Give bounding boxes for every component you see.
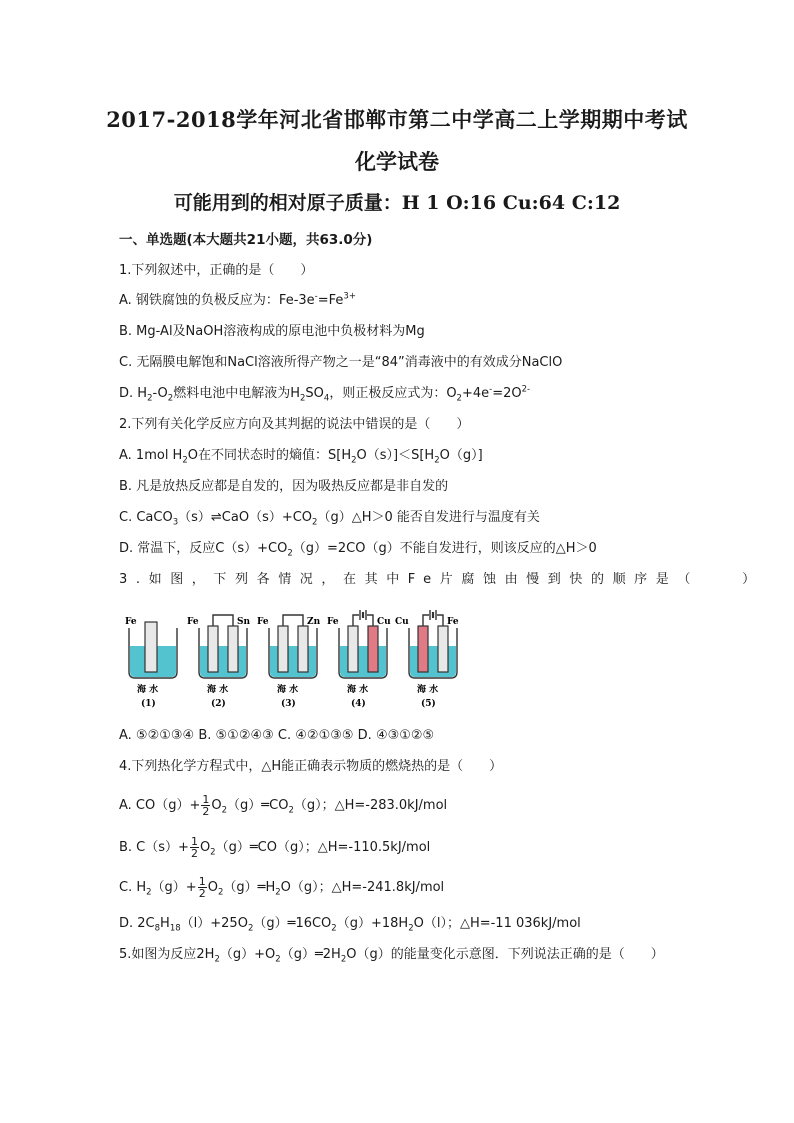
apparatus-5: [395, 610, 459, 709]
figure-number: (2): [211, 699, 226, 709]
electrode-label: Sn: [237, 617, 251, 627]
apparatus-2: [187, 615, 250, 709]
figure-number: (5): [421, 699, 436, 709]
fraction-half: $\frac{1}{2}$: [190, 835, 198, 860]
q2-option-c: C. $CaCO_3(s)\rightleftharpoons CaO(s)+CO_2(g)\triangle H>0$ 能否自发进行与温度有关: [119, 510, 540, 528]
seawater-label: 海 水: [347, 685, 369, 695]
question-4-stem: 4.下列热化学方程式中，△H能正确表示物质的燃烧热的是（ ）: [119, 759, 503, 774]
electrode-label: Cu: [377, 617, 391, 627]
q4-option-a: A. CO（g）+ $\frac{1}{2}$ $O_2(g)═CO_2(g)$；△H=-283.0kJ/mol: [119, 793, 448, 818]
question-2-stem: 2.下列有关化学反应方向及其判据的说法中错误的是（ ）: [119, 417, 470, 432]
q2-option-d: D. 常温下，反应$C(s)+CO_2(g)=2CO(g)$不能自发进行，则该反应的△H＞0: [119, 541, 597, 559]
figure-number: (1): [141, 699, 156, 709]
electrode-label: Fe: [447, 617, 459, 627]
apparatus-1: [125, 617, 177, 709]
electrode-label: Zn: [307, 617, 321, 627]
q4-option-d: D. $2C_8H_{18}(l)+25O_2(g)═16CO_2(g)+18H_2O(l)$；△H=-11 036kJ/mol: [119, 916, 581, 934]
q2-option-a: A. 1mol $H_2O$在不同状态时的熵值：$S[H_2O(s)]<S[H_2O(g)]$: [119, 448, 483, 466]
fraction-half: $\frac{1}{2}$: [198, 875, 206, 900]
q3-options: A. ⑤②①③④ B. ⑤①②④③ C. ④②①③⑤ D. ④③①②⑤: [119, 728, 435, 743]
q1-option-d: D. $H_2-O_2$燃料电池中电解液为$H_2SO_4$，则正极反应式为：$O_2+4e^-=2O^{2-}$: [119, 384, 531, 404]
electrode-label: Fe: [257, 617, 269, 627]
seawater-label: 海 水: [137, 685, 159, 695]
electrode-label: Fe: [327, 617, 339, 627]
q2-option-b: B. 凡是放热反应都是自发的，因为吸热反应都是非自发的: [119, 479, 449, 494]
electrode-label: Fe: [125, 617, 137, 627]
figure-number: (3): [281, 699, 296, 709]
exam-subtitle: 化学试卷: [355, 149, 439, 174]
question-1-stem: 1.下列叙述中，正确的是（ ）: [119, 263, 314, 278]
q1-option-c: C. 无隔膜电解饱和NaCl溶液所得产物之一是“84”消毒液中的有效成分NaClO: [119, 355, 563, 370]
seawater-label: 海 水: [277, 685, 299, 695]
exam-title: 2017-2018学年河北省邯郸市第二中学高二上学期期中考试: [106, 107, 688, 132]
fraction-half: $\frac{1}{2}$: [202, 793, 210, 818]
electrode-label: Cu: [395, 617, 409, 627]
seawater-label: 海 水: [417, 685, 439, 695]
question-5-stem: 5.如图为反应$2H_2(g)+O_2(g)═2H_2O(g)$的能量变化示意图．下列说法正确的是（ ）: [119, 947, 664, 965]
figure-number: (4): [351, 699, 366, 709]
corrosion-apparatus-figure: [119, 610, 469, 710]
q4-option-c: C. $H_2(g)+$ $\frac{1}{2}$ $O_2(g)═H_2O(g)$；△H=-241.8kJ/mol: [119, 875, 445, 900]
q1-option-a: A. 钢铁腐蚀的负极反应为：$Fe-3e^-=Fe^{3+}$: [119, 291, 356, 308]
q4-option-b: B. C（s）+ $\frac{1}{2}$ $O_2(g)═CO(g)$；△H=-110.5kJ/mol: [119, 835, 431, 860]
section-heading: 一、单选题(本大题共21小题，共63.0分): [119, 232, 373, 248]
atomic-masses: 可能用到的相对原子质量：H 1 O:16 Cu:64 C:12: [173, 192, 621, 214]
q1-option-b: B. Mg-Al及NaOH溶液构成的原电池中负极材料为Mg: [119, 324, 425, 339]
seawater-label: 海 水: [207, 685, 229, 695]
apparatus-3: [257, 615, 321, 709]
electrode-label: Fe: [187, 617, 199, 627]
question-3-stem: 3.如图，下列各情况，在其中Fe片腐蚀由慢到快的顺序是（ ）: [119, 572, 764, 587]
apparatus-4: [327, 610, 391, 709]
